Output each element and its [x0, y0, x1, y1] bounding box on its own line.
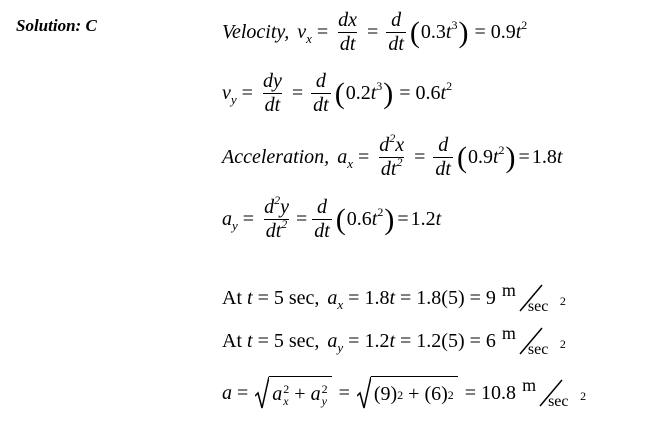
a-symbol: a: [222, 381, 232, 404]
equals-sign: =: [357, 146, 370, 168]
velocity-word: Velocity,: [222, 21, 290, 43]
acceleration-word: Acceleration,: [222, 146, 330, 168]
equals-sign: =: [474, 21, 486, 43]
fraction-d-dt: $\frac{d}{dt}$: [388, 9, 404, 55]
ax-symbol: $a_x$: [337, 146, 353, 171]
velocity-y-equation: $v_y$ = $\frac{dy}{dt}$ = $\frac{d}{dt}$ ( $0.2t^3$ ) = $0.6t^2$: [222, 70, 453, 116]
total-result: = 10.8: [464, 381, 517, 404]
equals-sign: =: [242, 208, 255, 230]
equals-sign: =: [316, 21, 329, 43]
ay-symbol: $a_y$: [327, 329, 344, 355]
acceleration-y-equation: $a_y$ = $\frac{d^2y}{dt^2}$ = $\frac{d}{dt}$ ( $0.6t^2$ ) = 1.2t: [222, 193, 442, 242]
ay-at-5-sec: At t = 5 sec, $a_y$ = 1.2 t = 1.2(5) = 6 m sec 2: [222, 323, 566, 358]
vx-result: $0.9t^2$: [490, 18, 528, 43]
ay-symbol: $a_y$: [222, 208, 238, 233]
ay-inner: $0.6t^2$: [346, 205, 384, 230]
fraction-d2x-dt2: $\frac{d^2x}{dt^2}$: [379, 131, 405, 180]
equals-sign: =: [295, 208, 308, 230]
vx-symbol: $v_x$: [297, 21, 312, 46]
equals-sign: =: [338, 381, 350, 404]
sqrt-9-6: (9) 2 + (6) 2: [357, 376, 458, 410]
ay-result: 1.2t: [410, 208, 442, 230]
ax-symbol: $a_x$: [327, 286, 344, 312]
equals-sign: =: [291, 82, 304, 104]
unit-m-per-sec2: m sec 2: [501, 323, 566, 358]
equals-sign: =: [237, 381, 249, 404]
equals-sign: =: [397, 208, 409, 230]
equals-sign: =: [399, 82, 411, 104]
fraction-d-dt: $\frac{d}{dt}$: [313, 70, 329, 116]
unit-m-per-sec2: m sec 2: [501, 280, 566, 315]
equals-sign: =: [367, 21, 379, 43]
velocity-x-equation: Velocity, $v_x$ = $\frac{dx}{dt}$ = $\frac{d}{dt}$ ( $0.3t^3$ ) = $0.9t^2$: [222, 9, 528, 55]
vy-result: $0.6t^2$: [415, 79, 453, 104]
vx-inner: $0.3t^3$: [420, 18, 458, 43]
acceleration-x-equation: Acceleration, $a_x$ = $\frac{d^2x}{dt^2}$ = $\frac{d}{dt}$ ( $0.9t^2$ ) = 1.8t: [222, 131, 563, 180]
ax-at-5-sec: At t = 5 sec, $a_x$ = 1.8 t = 1.8(5) = 9 m sec 2: [222, 280, 566, 315]
ax-result: 1.8t: [531, 146, 563, 168]
solution-label: Solution: C: [16, 16, 97, 35]
total-acceleration-equation: [222, 375, 586, 411]
fraction-dy-dt: $\frac{dy}{dt}$: [262, 70, 282, 116]
vy-symbol: $v_y$: [222, 82, 237, 107]
equals-sign: =: [518, 146, 530, 168]
fraction-dx-dt: $\frac{dx}{dt}$: [338, 9, 358, 55]
fraction-d-dt: $\frac{d}{dt}$: [435, 134, 451, 180]
unit-m-per-sec2: m sec 2: [522, 375, 587, 410]
fraction-d-dt: $\frac{d}{dt}$: [314, 196, 330, 242]
ax-inner: $0.9t^2$: [467, 143, 505, 168]
fraction-d2y-dt2: $\frac{d^2y}{dt^2}$: [264, 193, 289, 242]
sqrt-ax2-ay2: a 2 x + a 2 y: [255, 376, 331, 410]
equals-sign: =: [241, 82, 253, 104]
vy-inner: $0.2t^3$: [345, 79, 383, 104]
equals-sign: =: [414, 146, 426, 168]
